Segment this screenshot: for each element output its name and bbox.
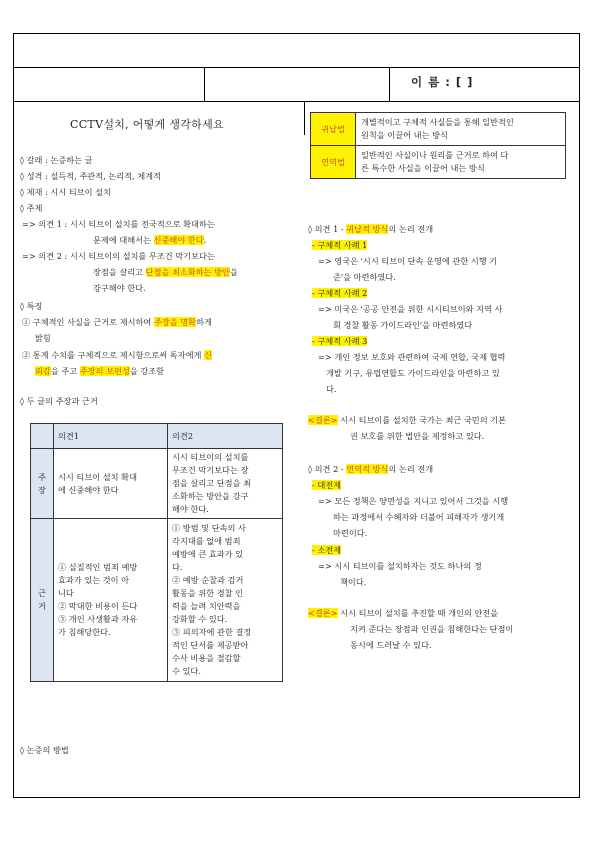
header-title-row: [14, 34, 579, 68]
highlight: 주장의 보편성: [79, 366, 130, 376]
conclusion-tag: <결론>: [308, 415, 338, 425]
case-3-text-end: 다.: [326, 384, 337, 394]
highlight: 주장을 명확: [153, 317, 197, 327]
case-3-text: => 개인 정보 보호와 관련하여 국제 연합, 국제 협력: [318, 352, 506, 362]
highlight: 연역적 방식: [346, 464, 389, 474]
table-row: [311, 113, 566, 146]
conclusion-2-end: 동시에 드러날 수 있다.: [350, 640, 432, 650]
name-field-label: 이 름 : [ ]: [411, 75, 474, 89]
opinion2-line-2: 장점을 살리고 단점을 최소화하는 방안을: [93, 267, 238, 277]
minor-premise-text: => 시시 티브이를 설치하자는 것도 하나의 정: [318, 561, 482, 571]
induction-label: 귀납법: [311, 113, 356, 146]
row-label: 근거: [31, 519, 54, 682]
definition-table: [310, 112, 566, 179]
opinion2-line-3: 강구해야 한다.: [93, 283, 146, 293]
table-row: [31, 449, 283, 519]
column-header: 의견1: [54, 424, 168, 449]
page-title: CCTV설치, 어떻게 생각하세요: [70, 118, 224, 131]
opinion1-logic: ◊ 의견 1 - 귀납적 방식의 논리 전개: [308, 224, 434, 234]
highlight: 뢰감: [35, 366, 51, 376]
header-divider: [389, 67, 390, 101]
case-2-heading: - 구체적 사례 2: [312, 288, 368, 298]
feature-1: ① 구체적인 사실을 근거로 제시하여 주장을 명확하게: [22, 317, 212, 327]
opinion2-line: => 의견 2 : 시시 티브이의 설치를 무조건 막기보다는: [22, 251, 215, 261]
case-3-text-cont: 개발 기구, 유럽연합도 가이드라인을 마련하고 있: [326, 368, 500, 378]
minor-premise-heading: - 소전제: [312, 545, 342, 555]
feature-1-cont: 밝힘: [35, 333, 51, 343]
opinion2-logic: ◊ 의견 2 - 연역적 방식의 논리 전개: [308, 464, 434, 474]
column-separator: [304, 101, 305, 135]
highlight: 신: [204, 350, 212, 360]
highlight: 단점을 최소화하는 방안: [145, 267, 230, 277]
table-row: [311, 146, 566, 179]
comparison-table: [30, 423, 283, 682]
theme-heading: ◊ 주제: [20, 203, 43, 213]
topic-line: ◊ 제재 : 시시 티브이 설치: [20, 187, 111, 197]
header-info-row: [14, 67, 579, 102]
nature-line: ◊ 성격 : 설득적, 주관적, 논리적, 체계적: [20, 171, 161, 181]
case-2-text: => 미국은 '공공 안전을 위한 시시티브이와 지역 사: [318, 304, 503, 314]
claims-heading: ◊ 두 글의 주장과 근거: [20, 396, 98, 406]
basis-cell-1: ① 실질적인 범죄 예방 효과가 있는 것이 아 니다 ② 막대한 비용이 든다 ③ 개인 사생활과 자유 가 침해당한다.: [54, 519, 168, 682]
major-premise-text: => 모든 정책은 양면성을 지니고 있어서 그것을 시행: [318, 496, 509, 506]
conclusion-1-cont: 권 보호를 위한 법안을 제정하고 있다.: [350, 431, 485, 441]
method-heading: ◊ 논증의 방법: [20, 745, 69, 755]
deduction-label: 연역법: [311, 146, 356, 179]
claim-cell-2: 시시 티브이의 설치를 무조건 막기보다는 장 점을 살리고 단점을 최 소화하는 방안을 강구 해야 한다.: [168, 449, 283, 519]
case-3-heading: - 구체적 사례 3: [312, 336, 368, 346]
conclusion-tag: <결론>: [308, 608, 338, 618]
highlight: 신중해야 한다: [153, 235, 204, 245]
highlight: 귀납적 방식: [346, 224, 389, 234]
table-row: [31, 519, 283, 682]
row-label: 주장: [31, 449, 54, 519]
claim-cell-1: 시시 티브이 설치 확대 에 신중해야 한다: [54, 449, 168, 519]
column-header: 의견2: [168, 424, 283, 449]
opinion1-line: => 의견 1 : 시시 티브이 설치를 전국적으로 확대하는: [22, 219, 215, 229]
conclusion-2-cont: 지켜 준다는 장점과 인권을 침해한다는 단점이: [350, 624, 514, 634]
major-premise-end: 마련이다.: [333, 528, 368, 538]
deduction-text: 일반적인 사실이나 원리를 근거로 하여 다 른 특수한 사실을 이끌어 내는 방식: [356, 146, 566, 179]
induction-text: 개별적이고 구체적 사실들을 통해 일반적인 원칙을 이끌어 내는 방식: [356, 113, 566, 146]
conclusion-2: <결론> 시시 티브이 설치를 추진할 때 개인의 안전을: [308, 608, 499, 618]
conclusion-1: <결론> 시시 티브이를 설치한 국가는 최근 국민의 기본: [308, 415, 507, 425]
table-corner: [31, 424, 54, 449]
case-1-text: => 영국은 '시시 티브이 단속 운영에 관한 시행 기: [318, 256, 498, 266]
case-2-text-cont: 회 경찰 활동 가이드라인'을 마련하였다: [333, 320, 473, 330]
feature-2-cont: 뢰감을 주고 주장의 보편성을 강조함: [35, 366, 165, 376]
major-premise-heading: - 대전제: [312, 480, 342, 490]
genre-line: ◊ 갈래 : 논증하는 글: [20, 155, 93, 165]
feature-2: ② 통계 수치를 구체적으로 제시함으로써 독자에게 신: [22, 350, 212, 360]
major-premise-cont: 하는 과정에서 수혜자와 더불어 피해자가 생기게: [333, 512, 505, 522]
case-1-text-cont: 준'을 마련하였다.: [333, 272, 396, 282]
table-row: [31, 424, 283, 449]
minor-premise-cont: 책이다.: [340, 577, 367, 587]
basis-cell-2: ① 방범 및 단속의 사 각지대를 없애 범죄 예방에 큰 효과가 있 다. ② 예방 순찰과 검거 활동을 위한 경찰 인 력을 늘려 치안력을 강화할 수 있다. ③ 피의자에 관한 결정 적인 단서를 제공받아 수사 비용을 절감할 수 있다.: [168, 519, 283, 682]
header-divider: [204, 67, 205, 101]
features-heading: ◊ 특징: [20, 301, 43, 311]
opinion1-line-2: 문제에 대해서는 신중해야 한다.: [93, 235, 207, 245]
case-1-heading: - 구체적 사례 1: [312, 240, 368, 250]
